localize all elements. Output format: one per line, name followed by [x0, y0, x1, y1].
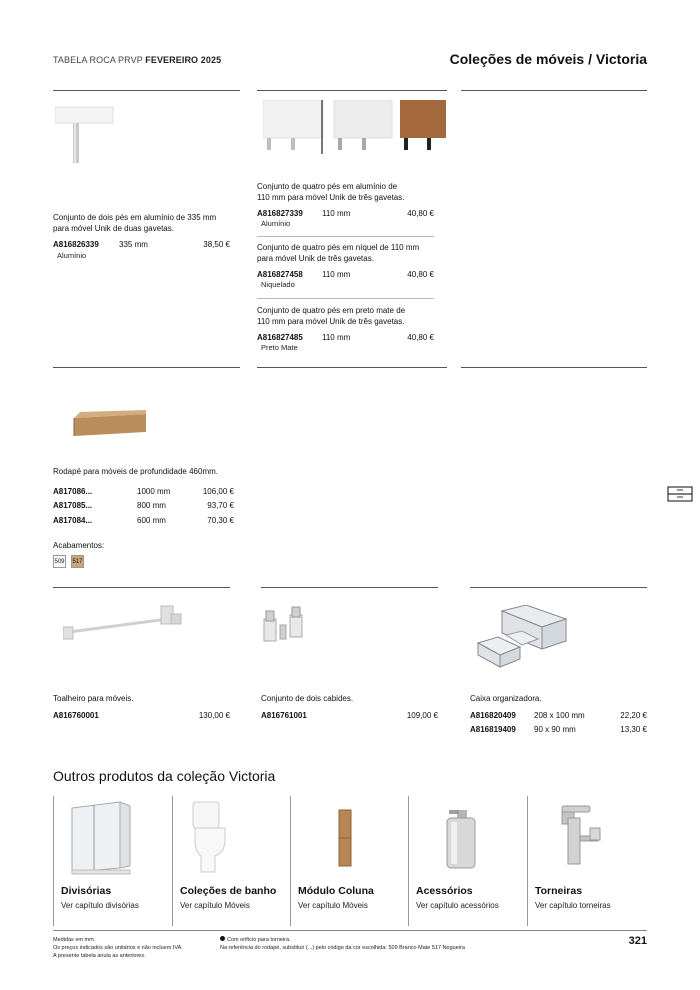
- divider: [53, 367, 240, 368]
- divider: [257, 90, 447, 91]
- walnut-cabinet-image: [400, 100, 446, 150]
- page-title: Coleções de móveis / Victoria: [449, 51, 647, 67]
- organizer-description: Caixa organizadora.: [470, 694, 542, 703]
- product-price: 38,50 €: [203, 240, 230, 249]
- product-code: A816760001: [53, 711, 99, 720]
- card-subtitle: Ver capítulo torneiras: [535, 901, 611, 910]
- product-code: A816826339: [53, 240, 99, 249]
- product-size: 335 mm: [119, 240, 148, 249]
- product-price: 93,70 €: [207, 501, 234, 510]
- card-title: Módulo Coluna: [298, 885, 374, 897]
- card-torneiras[interactable]: [527, 796, 641, 926]
- nickel-cabinet-image: [334, 100, 392, 150]
- desc-line: Conjunto de quatro pés em preto mate de: [257, 306, 406, 315]
- footer-legend: [220, 936, 465, 952]
- product-code: A816827485: [257, 333, 303, 342]
- footer-note: Medidas em mm.: [53, 937, 96, 943]
- divider: [257, 298, 434, 299]
- card-acessorios[interactable]: [408, 796, 522, 926]
- desc-line: para móvel Unik de duas gavetas.: [53, 224, 174, 233]
- bullet-icon: [220, 936, 225, 941]
- product-description: [53, 212, 216, 234]
- card-subtitle: Ver capítulo divisórias: [61, 901, 139, 910]
- product-code: A816827339: [257, 209, 303, 218]
- plinth-description: Rodapé para móveis de profundidade 460mm.: [53, 467, 218, 476]
- product-size: 1000 mm: [137, 487, 171, 496]
- product-code: A817085...: [53, 501, 93, 510]
- divider: [53, 587, 230, 588]
- card-subtitle: Ver capítulo acessórios: [416, 901, 499, 910]
- card-divisorias[interactable]: [53, 796, 167, 926]
- towel-rail-image: [63, 602, 185, 642]
- divider: [461, 90, 647, 91]
- divider: [257, 367, 447, 368]
- product-size: 208 x 100 mm: [534, 711, 585, 720]
- card-title: Coleções de banho: [180, 885, 277, 897]
- footer-note: Na referência do rodapé, substituir (...) pelo código da cor escolhida: 509 Branco Mate 517 Nogueira: [220, 945, 465, 951]
- divider: [461, 367, 647, 368]
- product-price: 22,20 €: [620, 711, 647, 720]
- card-title: Acessórios: [416, 885, 473, 897]
- product-price: 130,00 €: [198, 711, 230, 720]
- product-price: 40,80 €: [407, 209, 434, 218]
- finishes-label: Acabamentos:: [53, 541, 105, 550]
- product-finish: Preto Mate: [261, 343, 298, 352]
- finish-swatch-walnut: 517: [71, 555, 84, 568]
- soap-dispenser-image: [409, 796, 523, 876]
- footer-notes: [53, 936, 183, 960]
- product-size: 110 mm: [322, 333, 351, 342]
- product-size: 90 x 90 mm: [534, 725, 576, 734]
- product-description: [257, 242, 419, 264]
- desc-line: 110 mm para móvel Unik de três gavetas.: [257, 193, 405, 202]
- column-cabinet-image: [291, 796, 405, 876]
- desc-line: Conjunto de quatro pés em níquel de 110 mm: [257, 243, 420, 252]
- desc-line: para móvel Unik de três gavetas.: [257, 254, 374, 263]
- footer-note: A presente tabela anula as anteriores.: [53, 953, 146, 959]
- desc-line: 110 mm para móvel Unik de três gavetas.: [257, 317, 405, 326]
- card-colecoes-banho[interactable]: [172, 796, 286, 926]
- header-left: [53, 55, 221, 65]
- cabinet-feet-images: [263, 100, 448, 154]
- desc-line: Conjunto de dois pés em alumínio de 335 mm: [53, 213, 217, 222]
- product-code: A816827458: [257, 270, 303, 279]
- footer-divider: [53, 930, 647, 931]
- other-products-title: Outros produtos da coleção Victoria: [53, 768, 276, 784]
- product-code: A817086...: [53, 487, 93, 496]
- divider: [261, 587, 438, 588]
- organizer-box-image: [476, 605, 572, 673]
- card-subtitle: Ver capítulo Móveis: [180, 901, 250, 910]
- divider: [470, 587, 647, 588]
- product-price: 40,80 €: [407, 270, 434, 279]
- product-code: A816761001: [261, 711, 307, 720]
- product-description: [257, 305, 405, 327]
- product-size: 600 mm: [137, 516, 166, 525]
- aluminium-cabinet-image: [263, 100, 323, 154]
- aluminium-feet-image: [55, 104, 115, 166]
- product-price: 70,30 €: [207, 516, 234, 525]
- shower-enclosure-image: [54, 796, 168, 876]
- page-number: 321: [628, 935, 647, 947]
- divider: [53, 90, 240, 91]
- header-prefix: TABELA ROCA PRVP: [53, 55, 143, 65]
- product-size: 800 mm: [137, 501, 166, 510]
- footer-note: Com orifício para torneira.: [227, 937, 291, 943]
- product-code: A817084...: [53, 516, 93, 525]
- faucet-image: [528, 796, 642, 876]
- card-modulo-coluna[interactable]: [290, 796, 404, 926]
- desc-line: Conjunto de quatro pés em alumínio de: [257, 182, 398, 191]
- product-finish: Alumínio: [57, 251, 87, 260]
- furniture-tab-icon: [667, 484, 693, 504]
- footer-note: Os preços indicados são unitários e não incluem IVA.: [53, 945, 183, 951]
- product-code: A816820409: [470, 711, 516, 720]
- header-date: FEVEREIRO 2025: [145, 55, 222, 65]
- product-price: 109,00 €: [406, 711, 438, 720]
- product-size: 110 mm: [322, 209, 351, 218]
- hooks-description: Conjunto de dois cabides.: [261, 694, 354, 703]
- product-price: 106,00 €: [202, 487, 234, 496]
- product-price: 13,30 €: [620, 725, 647, 734]
- card-subtitle: Ver capítulo Móveis: [298, 901, 368, 910]
- product-finish: Alumínio: [261, 219, 291, 228]
- product-code: A816819409: [470, 725, 516, 734]
- hooks-image: [262, 605, 310, 647]
- product-finish: Niquelado: [261, 280, 295, 289]
- plinth-image: [70, 410, 150, 440]
- product-description: [257, 181, 404, 203]
- finish-swatch-white: 509: [53, 555, 66, 568]
- towel-description: Toalheiro para móveis.: [53, 694, 134, 703]
- divider: [257, 236, 434, 237]
- product-size: 110 mm: [322, 270, 351, 279]
- card-title: Divisórias: [61, 885, 112, 897]
- card-title: Torneiras: [535, 885, 583, 897]
- toilet-image: [173, 796, 287, 876]
- product-price: 40,80 €: [407, 333, 434, 342]
